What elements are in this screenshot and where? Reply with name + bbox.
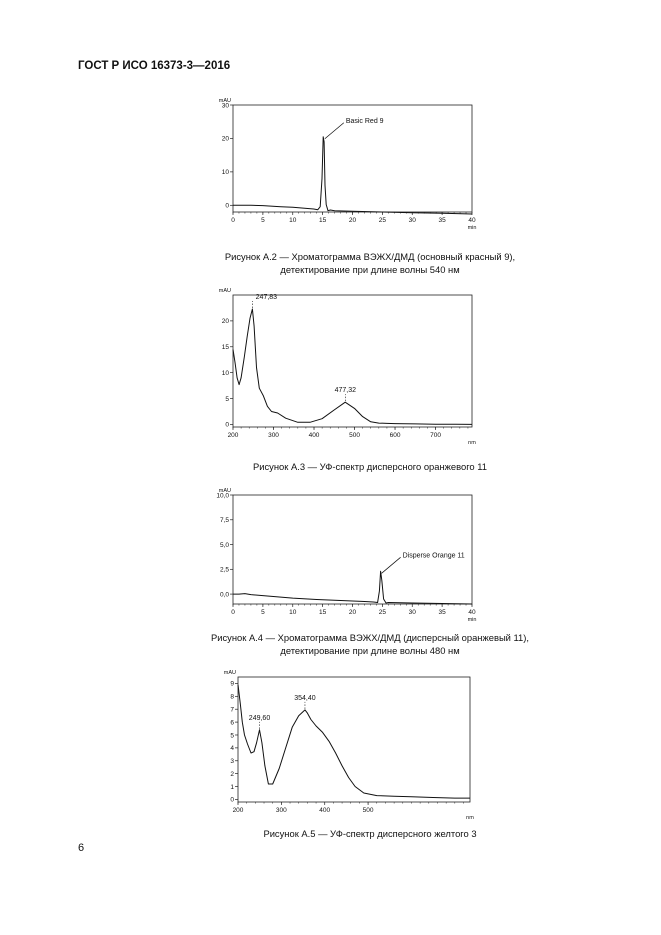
y-tick-label: 2,5 [219, 566, 229, 574]
caption-a5-line1: Рисунок А.5 — УФ-спектр дисперсного желтого 3 [263, 828, 477, 839]
y-tick-label: 15 [221, 344, 229, 352]
x-axis-label: min [467, 617, 477, 623]
y-axis-label: mAU [218, 288, 231, 294]
x-tick-label: 10 [289, 217, 297, 224]
x-tick-label: 35 [438, 217, 446, 224]
y-tick-label: 10,0 [216, 492, 229, 500]
x-tick-label: 20 [348, 217, 357, 224]
x-tick-label: 600 [389, 432, 401, 439]
peak-annotation-label: 249,60 [248, 714, 271, 722]
peak-annotation-label: Disperse Orange 11 [402, 552, 465, 560]
y-axis-label: mAU [223, 670, 236, 676]
x-tick-label: 15 [319, 609, 327, 616]
x-tick-label: 25 [378, 217, 386, 224]
x-tick-label: 300 [275, 807, 287, 814]
caption-a4-line2: детектирование при длине волны 480 нм [280, 645, 460, 656]
y-tick-label: 7,5 [219, 517, 229, 525]
y-tick-label: 7 [230, 706, 234, 714]
y-tick-label: 0 [230, 796, 234, 804]
x-tick-label: 200 [232, 807, 244, 814]
y-tick-label: 9 [230, 680, 234, 688]
x-tick-label: 35 [438, 609, 446, 616]
y-tick-label: 0 [225, 421, 229, 429]
x-axis-label: nm [466, 815, 474, 821]
x-tick-label: 400 [319, 807, 331, 814]
x-tick-label: 0 [231, 217, 235, 224]
caption-a2-line2: детектирование при длине волны 540 нм [280, 264, 460, 275]
peak-annotation-label: 354,40 [294, 694, 316, 702]
x-tick-label: 200 [227, 432, 239, 439]
x-tick-label: 5 [261, 609, 265, 616]
x-tick-label: 40 [468, 609, 476, 616]
y-tick-label: 10 [221, 169, 229, 177]
y-tick-label: 6 [230, 719, 234, 727]
caption-a3-line1: Рисунок А.3 — УФ-спектр дисперсного оранжевого 11 [253, 461, 487, 472]
y-tick-label: 5 [230, 732, 234, 740]
y-tick-label: 20 [221, 318, 229, 326]
y-tick-label: 3 [230, 758, 234, 766]
x-tick-label: 10 [289, 609, 297, 616]
caption-figure-a3 [120, 460, 620, 473]
x-tick-label: 700 [430, 432, 441, 439]
x-axis-label: nm [468, 440, 476, 446]
x-tick-label: 400 [308, 432, 320, 439]
caption-figure-a5 [120, 827, 620, 840]
caption-a4-line1: Рисунок А.4 — Хроматограмма ВЭЖХ/ДМД (дисперсный оранжевый 11), [210, 632, 529, 643]
x-tick-label: 500 [362, 807, 374, 814]
y-tick-label: 5 [225, 395, 229, 403]
peak-annotation-label: 247,83 [255, 293, 278, 301]
x-tick-label: 5 [261, 217, 265, 224]
x-tick-label: 30 [408, 609, 416, 616]
y-tick-label: 0 [225, 202, 229, 210]
y-tick-label: 2 [230, 770, 234, 778]
y-tick-label: 4 [230, 745, 234, 753]
x-tick-label: 30 [408, 217, 416, 224]
y-tick-label: 20 [221, 135, 229, 143]
x-axis-label: min [467, 225, 477, 231]
caption-figure-a2 [120, 250, 620, 276]
caption-a2-line1: Рисунок А.2 — Хроматограмма ВЭЖХ/ДМД (основный красный 9), [224, 251, 516, 262]
x-tick-label: 40 [468, 217, 476, 224]
y-tick-label: 5,0 [219, 541, 229, 549]
peak-annotation-label: Basic Red 9 [345, 117, 384, 125]
document-header: ГОСТ Р ИСО 16373-3—2016 [78, 60, 231, 72]
y-tick-label: 8 [230, 693, 234, 701]
caption-figure-a4 [120, 631, 620, 657]
x-tick-label: 20 [348, 609, 357, 616]
y-tick-label: 30 [221, 102, 229, 110]
x-tick-label: 0 [231, 609, 235, 616]
y-tick-label: 10 [221, 369, 229, 377]
y-tick-label: 0,0 [219, 591, 229, 599]
y-tick-label: 1 [230, 783, 234, 791]
x-tick-label: 15 [319, 217, 327, 224]
series-line [233, 137, 472, 214]
x-tick-label: 300 [268, 432, 279, 439]
y-axis-label: mAU [218, 98, 231, 104]
y-axis-label: mAU [218, 488, 231, 494]
annotation-pointer [325, 123, 344, 139]
x-tick-label: 25 [378, 609, 386, 616]
peak-annotation-label: 477,32 [334, 387, 357, 395]
page-number: 6 [78, 842, 85, 854]
x-tick-label: 500 [349, 432, 360, 439]
